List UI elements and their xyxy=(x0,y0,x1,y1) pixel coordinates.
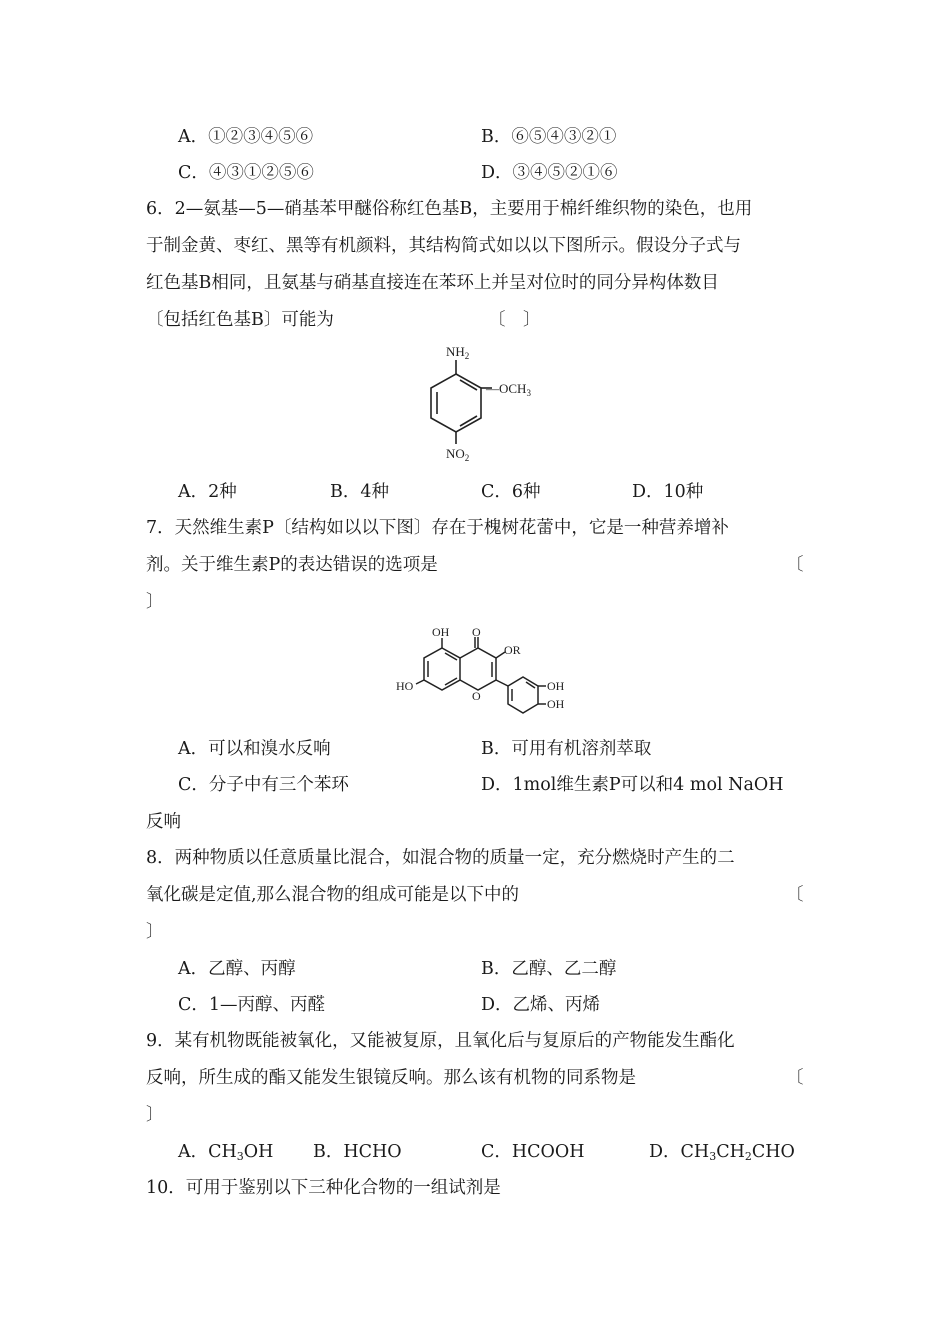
q9-option-a: A．$CH_3OH$ xyxy=(178,1142,274,1163)
benzene-ring xyxy=(431,374,481,432)
q6-option-a: A．2种 xyxy=(178,482,237,502)
q8-bracket-open: 〔 xyxy=(786,885,804,905)
q8-option-c: C．1—丙醇、丙醛 xyxy=(178,995,326,1015)
och3-sub: 3 xyxy=(526,388,531,398)
q6-text-line1: 6．2—氨基—5—硝基苯甲醚俗称红色基B，主要用于棉纤维织物的染色，也用 xyxy=(146,199,753,219)
q8-text-line2: 氧化碳是定值,那么混合物的组成可能是以下中的 xyxy=(146,885,520,905)
no2-label: NO xyxy=(446,446,465,461)
svg-text:NH2 xyxy=(446,344,469,361)
ring-c xyxy=(460,648,496,690)
ho-left-label: HO xyxy=(396,679,414,693)
or-label: OR xyxy=(504,643,521,657)
q7-option-b: B．可用有机溶剂萃取 xyxy=(481,739,652,759)
q9-option-d: D．$CH_3CH_2CHO$ xyxy=(649,1142,795,1163)
q7-bracket-close: 〕 xyxy=(146,592,164,612)
q8-bracket-close: 〕 xyxy=(146,922,164,942)
biaryl-bond xyxy=(496,680,508,686)
q6-text-line4: 〔包括红色基B〕可能为 xyxy=(146,310,334,330)
q5-option-b: B．⑥⑤④③②① xyxy=(481,127,617,147)
q7-option-d-continued: 反响 xyxy=(146,812,181,832)
q9-bracket-open: 〔 xyxy=(786,1068,804,1088)
nh2-label: NH xyxy=(446,344,465,359)
carbonyl-o-label: O xyxy=(472,625,481,639)
q9-option-c: C．HCOOH xyxy=(481,1142,585,1162)
svg-text:NO2 xyxy=(446,446,469,463)
q7-option-d: D．1mol维生素P可以和4 mol NaOH xyxy=(481,775,784,795)
oh-r1-label: OH xyxy=(547,679,565,693)
q5-option-c: C．④③①②⑤⑥ xyxy=(178,163,314,183)
q6-option-b: B．4种 xyxy=(330,482,389,502)
q7-bracket-open: 〔 xyxy=(786,555,804,575)
q6-option-d: D．10种 xyxy=(632,482,704,502)
q7-option-c: C．分子中有三个苯环 xyxy=(178,775,349,795)
ring-o-label: O xyxy=(472,689,481,703)
q8-option-d: D．乙烯、丙烯 xyxy=(481,995,601,1015)
q8-option-b: B．乙醇、乙二醇 xyxy=(481,959,617,979)
q6-text-line3: 红色基B相同，且氨基与硝基直接连在苯环上并呈对位时的同分异构体数目 xyxy=(146,273,719,293)
no2-sub: 2 xyxy=(464,453,470,463)
nh2-sub: 2 xyxy=(464,351,470,361)
q5-option-d: D．③④⑤②①⑥ xyxy=(481,163,618,183)
q7-option-a: A．可以和溴水反响 xyxy=(178,739,331,759)
oh-top-label: OH xyxy=(432,625,450,639)
ring-a xyxy=(424,648,460,690)
q6-answer-bracket: 〔 〕 xyxy=(488,310,541,330)
och3-label: —OCH xyxy=(486,381,527,396)
q9-text-line2: 反响，所生成的酯又能发生银镜反响。那么该有机物的同系物是 xyxy=(146,1068,636,1088)
q8-text-line1: 8．两种物质以任意质量比混合，如混合物的质量一定，充分燃烧时产生的二 xyxy=(146,848,735,868)
q9-text-line1: 9．某有机物既能被氧化，又能被复原，且氧化后与复原后的产物能发生酯化 xyxy=(146,1031,735,1051)
q9-option-b: B．HCHO xyxy=(313,1142,402,1162)
q7-structure-diagram xyxy=(392,620,572,724)
q6-text-line2: 于制金黄、枣红、黑等有机颜料，其结构简式如以以下图所示。假设分子式与 xyxy=(146,236,741,256)
oh-r2-label: OH xyxy=(547,697,565,711)
q10-text-line1: 10．可用于鉴别以下三种化合物的一组试剂是 xyxy=(146,1178,501,1198)
q6-structure-diagram xyxy=(396,338,536,463)
q7-text-line1: 7．天然维生素P〔结构如以以下图〕存在于槐树花蕾中，它是一种营养增补 xyxy=(146,518,729,538)
q7-text-line2: 剂。关于维生素P的表达错误的选项是 xyxy=(146,555,438,575)
q8-option-a: A．乙醇、丙醇 xyxy=(178,959,296,979)
q9-bracket-close: 〕 xyxy=(146,1105,164,1125)
svg-text:—OCH3 xyxy=(485,381,531,398)
q6-option-c: C．6种 xyxy=(481,482,541,502)
q5-option-a: A．①②③④⑤⑥ xyxy=(178,127,314,147)
ho-left-bond xyxy=(416,680,424,684)
